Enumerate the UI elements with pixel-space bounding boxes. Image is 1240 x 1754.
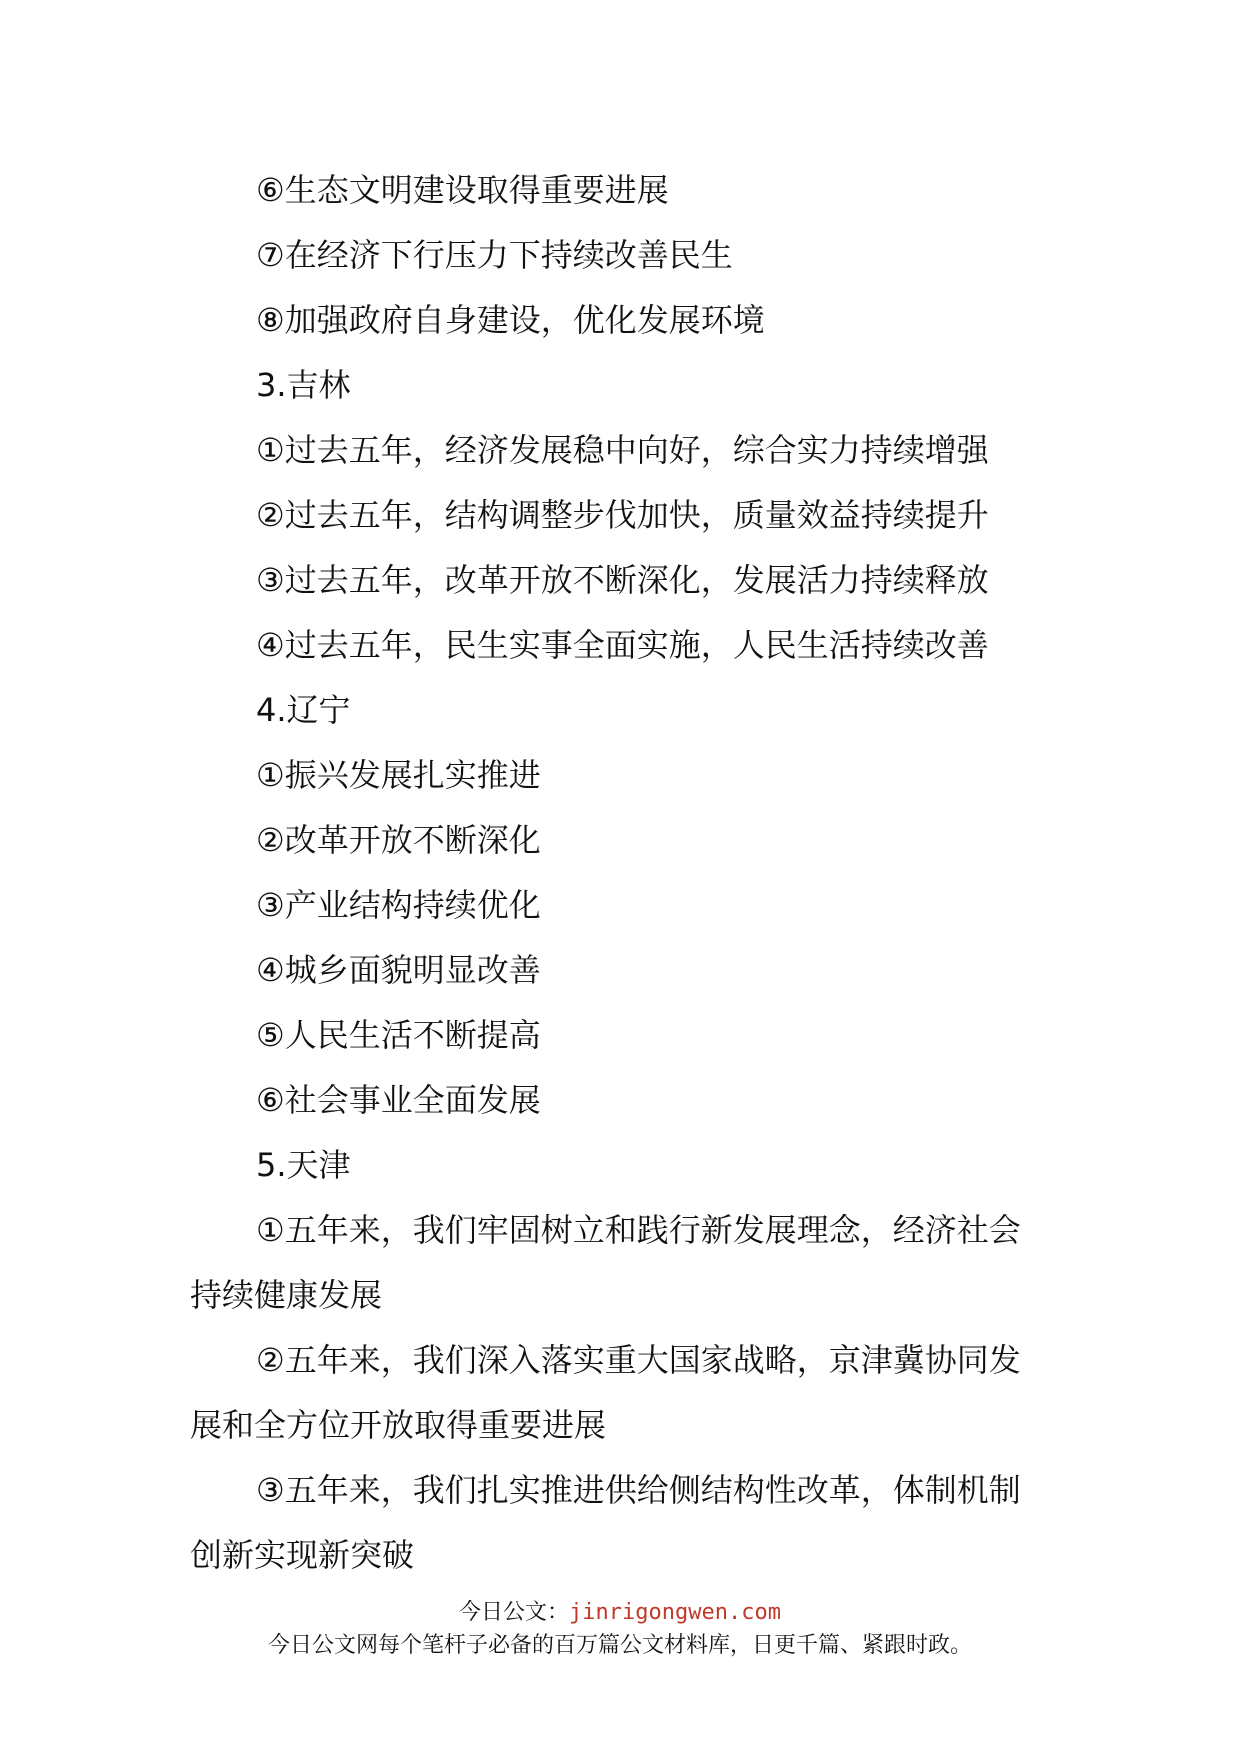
list-item: ⑦在经济下行压力下持续改善民生 xyxy=(256,236,733,274)
list-item: ②五年来，我们深入落实重大国家战略，京津冀协同发展和全方位开放取得重要进展 xyxy=(190,1341,1021,1444)
footer-site-link[interactable]: jinrigongwen.com xyxy=(569,1600,781,1625)
list-item: ①振兴发展扎实推进 xyxy=(256,756,541,794)
list-item: ④城乡面貌明显改善 xyxy=(256,951,541,989)
document-body xyxy=(190,158,1030,1588)
list-item: ②过去五年，结构调整步伐加快，质量效益持续提升 xyxy=(256,496,989,534)
list-item: ③产业结构持续优化 xyxy=(256,886,541,924)
footer-slogan: 今日公文网每个笔杆子必备的百万篇公文材料库，日更千篇、紧跟时政。 xyxy=(267,1633,972,1658)
section-heading-tianjin: 5.天津 xyxy=(256,1146,351,1184)
list-item: ④过去五年，民生实事全面实施，人民生活持续改善 xyxy=(256,626,989,664)
list-item: ②改革开放不断深化 xyxy=(256,821,541,859)
list-item: ①五年来，我们牢固树立和践行新发展理念，经济社会持续健康发展 xyxy=(190,1211,1021,1314)
footer-site-label: 今日公文： xyxy=(459,1600,570,1625)
list-item: ③过去五年，改革开放不断深化，发展活力持续释放 xyxy=(256,561,989,599)
section-heading-jilin: 3.吉林 xyxy=(256,366,351,404)
section-heading-liaoning: 4.辽宁 xyxy=(256,691,351,729)
list-item: ⑥生态文明建设取得重要进展 xyxy=(256,171,669,209)
list-item: ⑧加强政府自身建设，优化发展环境 xyxy=(256,301,765,339)
list-item: ①过去五年，经济发展稳中向好，综合实力持续增强 xyxy=(256,431,989,469)
list-item: ③五年来，我们扎实推进供给侧结构性改革，体制机制创新实现新突破 xyxy=(190,1471,1021,1574)
list-item: ⑥社会事业全面发展 xyxy=(256,1081,541,1119)
footer-site-line xyxy=(0,1595,1240,1626)
list-item: ⑤人民生活不断提高 xyxy=(256,1016,541,1054)
